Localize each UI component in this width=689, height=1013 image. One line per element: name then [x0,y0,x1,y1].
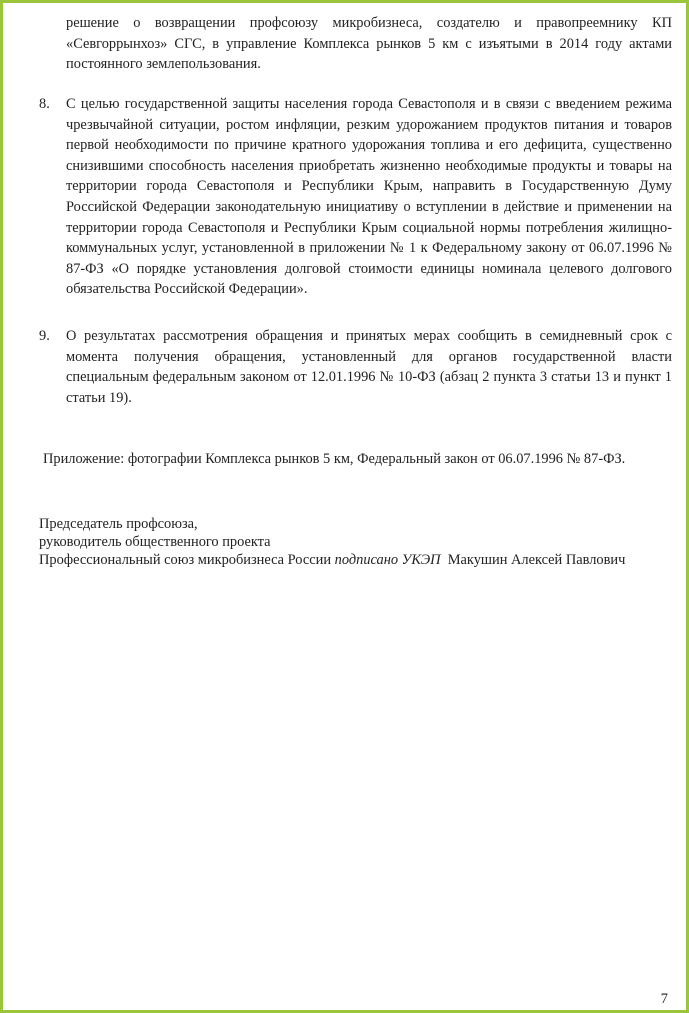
signed-note: подписано УКЭП [334,552,441,568]
appendix-line: Приложение: фотографии Комплекса рынков 5 км, Федеральный закон от 06.07.1996 № 87-ФЗ. [43,451,626,467]
signature-title-line1: Председатель профсоюза, [39,516,198,532]
continuation-paragraph: решение о возвращении профсоюзу микробизнеса, создателю и правопреемнику КП «Севгоррынхоз» СГС, в управление Комплекса рынков 5 км с изъятыми в 2014 году актами постоянного землепользования. [66,15,672,73]
signature-organization: Профессиональный союз микробизнеса России [39,552,332,568]
item-number-9: 9. [39,328,50,344]
item-9-text: О результатах рассмотрения обращения и принятых мерах сообщить в семидневный срок с момента получения обращения, установленный для органов государственной власти специальным федеральным законом от 12.01.1996 № 10-ФЗ (абзац 2 пункта 3 статьи 13 и пункт 1 статьи 19). [66,328,672,406]
signature-title-line2: руководитель общественного проекта [39,534,271,550]
signature-line3 [39,551,625,569]
signer-name: Макушин Алексей Павлович [447,552,626,568]
item-number-8: 8. [39,96,50,112]
page-number: 7 [660,991,668,1007]
item-8-text: С целью государственной защиты населения города Севастополя и в связи с введением режима чрезвычайной ситуации, ростом инфляции, резким удорожанием продуктов питания и товаров первой необходимости по причине кратного удорожания топлива и его дефицита, существенно снизившими способность населения приобретать жизненно необходимые продукты и товары на территории города Севастополя и Республики Крым, направить в Государственную Думу Российской Федерации законодательную инициативу о вступлении в действие и применении на территории города Севастополя и Республики Крым социальной нормы потребления жилищно-коммунальных услуг, установленной в приложении № 1 к Федеральному закону от 06.07.1996 № 87-ФЗ «О порядке установления долговой стоимости единицы номинала целевого долгового обязательства Российской Федерации». [66,96,672,298]
signature-block [39,515,625,569]
